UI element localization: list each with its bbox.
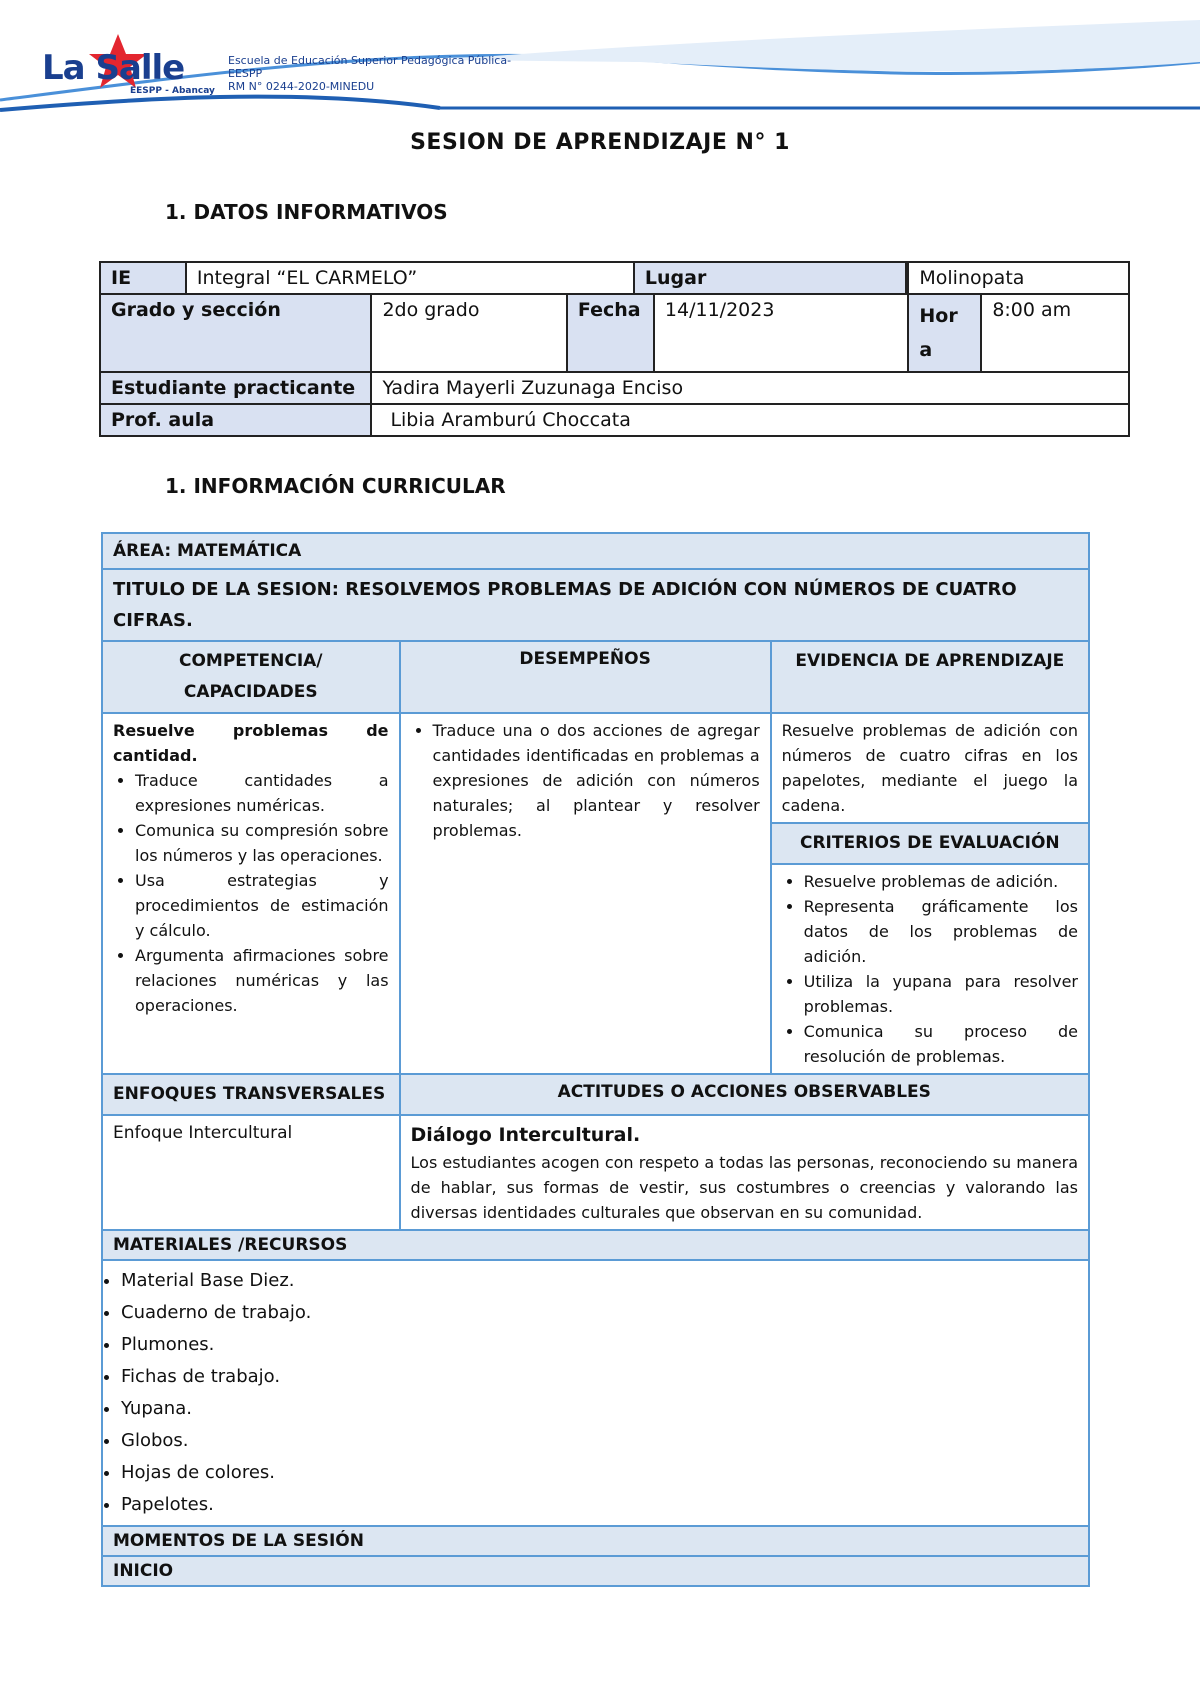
table-row [102, 1115, 1089, 1230]
competencia-title: Resuelve problemas de cantidad. [113, 721, 389, 765]
competencia-cell [102, 713, 400, 1074]
list-item: • Material Base Diez. [121, 1265, 1078, 1297]
lugar-value: Molinopata [908, 262, 1129, 294]
capacidades-list [113, 768, 389, 1018]
list-item: • Representa gráficamente los datos de los problemas de adición. [804, 894, 1078, 969]
list-item: • Hojas de colores. [121, 1457, 1078, 1489]
materiales-header: MATERIALES /RECURSOS [102, 1230, 1089, 1260]
evidencia-header: EVIDENCIA DE APRENDIZAJE [771, 641, 1089, 713]
ie-value: Integral “EL CARMELO” [187, 263, 634, 293]
evidencia-cell [771, 713, 1089, 823]
desempenos-header: DESEMPEÑOS [400, 641, 771, 713]
actitudes-header: ACTITUDES O ACCIONES OBSERVABLES [400, 1074, 1089, 1115]
logo-text: La Salle [42, 48, 185, 88]
ie-label: IE [100, 262, 186, 294]
list-item: • Plumones. [121, 1329, 1078, 1361]
informacion-curricular-table [101, 532, 1090, 1587]
list-item: • Papelotes. [121, 1489, 1078, 1521]
table-row [100, 294, 1129, 372]
table-row [102, 533, 1089, 569]
estudiante-value: Yadira Mayerli Zuzunaga Enciso [371, 372, 1129, 404]
list-item: • Globos. [121, 1425, 1078, 1457]
section-curricular-heading: 1. INFORMACIÓN CURRICULAR [165, 474, 506, 498]
table-row [102, 1260, 1089, 1526]
criterios-header: CRITERIOS DE EVALUACIÓN [771, 823, 1089, 864]
fecha-value: 14/11/2023 [654, 294, 908, 372]
list-item: • Yupana. [121, 1393, 1078, 1425]
institution-info [228, 54, 511, 93]
desempeno-item: • Traduce una o dos acciones de agregar cantidades identificadas en problemas a expresiones de adición con números naturales; al plantear y resolver problemas. [433, 718, 760, 843]
estudiante-label: Estudiante practicante [100, 372, 371, 404]
grado-value: 2do grado [371, 294, 566, 372]
prof-value: Libia Aramburú Choccata [371, 404, 1129, 436]
evidencia-text: Resuelve problemas de adición con números de cuatro cifras en los papelotes, mediante el juego la cadena. [781, 721, 1078, 815]
enfoque-value: Enfoque Intercultural [102, 1115, 400, 1230]
actitud-cell [400, 1115, 1089, 1230]
datos-grid [99, 261, 1130, 437]
hora-label: Hor a [908, 294, 981, 372]
inicio-header: INICIO [102, 1556, 1089, 1586]
prof-label: Prof. aula [100, 404, 371, 436]
list-item: • Traduce cantidades a expresiones numéricas. [135, 768, 389, 818]
table-row [102, 1556, 1089, 1586]
list-item: • Comunica su proceso de resolución de problemas. [804, 1019, 1078, 1069]
momentos-header: MOMENTOS DE LA SESIÓN [102, 1526, 1089, 1556]
table-row [102, 713, 1089, 823]
list-item: • Resuelve problemas de adición. [804, 869, 1078, 894]
competencia-header: COMPETENCIA/ CAPACIDADES [102, 641, 400, 713]
hora-value: 8:00 am [981, 294, 1129, 372]
grado-label: Grado y sección [100, 294, 371, 372]
criterios-cell [771, 864, 1089, 1074]
materiales-list [107, 1265, 1078, 1521]
table-row [102, 641, 1089, 713]
table-row [100, 262, 1129, 294]
list-item: • Comunica su compresión sobre los números y las operaciones. [135, 818, 389, 868]
document-title: SESION DE APRENDIZAJE N° 1 [410, 130, 790, 155]
list-item: • Utiliza la yupana para resolver problemas. [804, 969, 1078, 1019]
table-row [102, 1230, 1089, 1260]
list-item: • Usa estrategias y procedimientos de estimación y cálculo. [135, 868, 389, 943]
section-datos-heading: 1. DATOS INFORMATIVOS [165, 200, 448, 224]
desempeno-cell [400, 713, 771, 1074]
actitud-text: Los estudiantes acogen con respeto a todas las personas, reconociendo su manera de hablar, sus formas de vestir, sus costumbres o creencias y valorando las diversas identidades culturales que observan en su comunidad. [410, 1153, 1078, 1222]
table-row [100, 372, 1129, 404]
table-row [102, 1074, 1089, 1115]
enfoques-header: ENFOQUES TRANSVERSALES [102, 1074, 400, 1115]
lugar-label: Lugar [634, 263, 906, 293]
institution-line-3: RM N° 0244-2020-MINEDU [228, 80, 375, 93]
table-row [102, 1526, 1089, 1556]
table-row [100, 404, 1129, 436]
actitud-title: Diálogo Intercultural. [410, 1124, 641, 1146]
list-item: • Argumenta afirmaciones sobre relaciones numéricas y las operaciones. [135, 943, 389, 1018]
table-row [102, 569, 1089, 641]
fecha-label: Fecha [567, 294, 654, 372]
area-title: ÁREA: MATEMÁTICA [102, 533, 1089, 569]
page-header [0, 0, 1200, 125]
session-title: TITULO DE LA SESION: RESOLVEMOS PROBLEMAS DE ADICIÓN CON NÚMEROS DE CUATRO CIFRAS. [102, 569, 1089, 641]
institution-line-1: Escuela de Educación Superior Pedagógica Pública- [228, 54, 512, 67]
materiales-cell [102, 1260, 1089, 1526]
institution-line-2: EESPP [228, 67, 263, 80]
list-item: • Fichas de trabajo. [121, 1361, 1078, 1393]
list-item: • Cuaderno de trabajo. [121, 1297, 1078, 1329]
logo-subtext: EESPP - Abancay [130, 86, 215, 96]
criterios-list [782, 869, 1078, 1069]
